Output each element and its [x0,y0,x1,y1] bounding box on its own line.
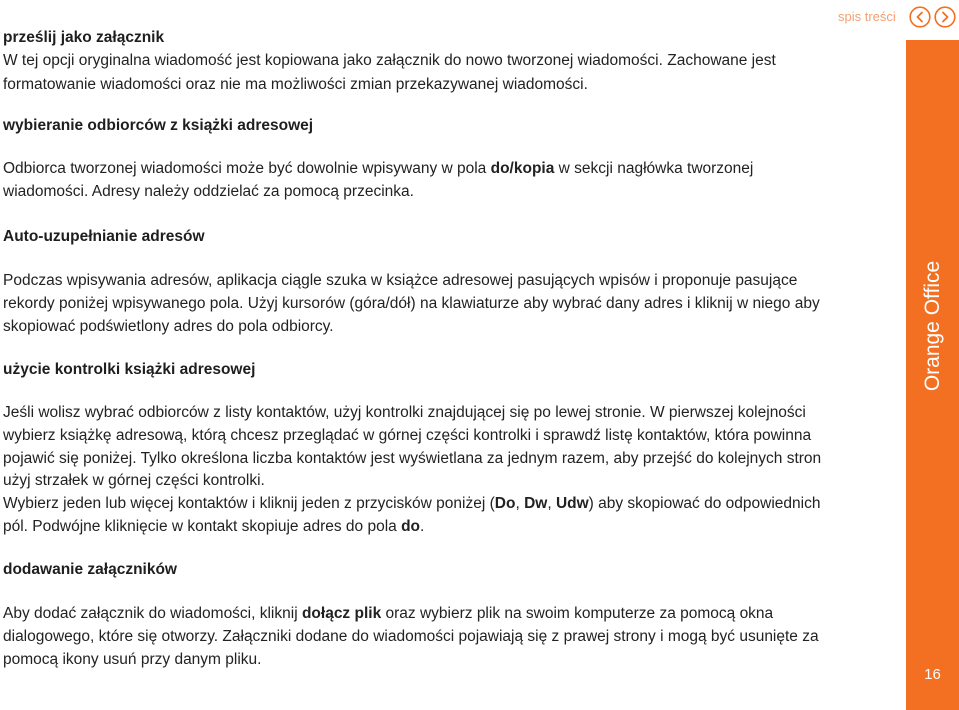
section-heading: Auto-uzupełnianie adresów [3,228,205,245]
field-name-to-cc: do/kopia [490,160,555,177]
button-name-dw: Dw [524,495,548,513]
button-name-do: Do [494,495,516,513]
paragraph-text: pól. Podwójne kliknięcie w kontakt skopiuje adres do pola [3,517,402,535]
paragraph-line: W tej opcji oryginalna wiadomość jest kopiowana jako załącznik do nowo tworzonej wiadomości. Zachowane jest [3,52,776,69]
field-name-do: do [401,517,421,535]
section-paragraph-wrap [3,270,898,338]
section-address-book-recipients [3,115,898,137]
paragraph-line: formatowanie wiadomości oraz nie ma możliwości zmian przekazywanej wiadomości. [3,75,588,93]
section-paragraph-wrap [3,158,898,204]
section-paragraph [3,603,898,671]
button-name-udw: Udw [555,495,589,513]
section-heading: prześlij jako załącznik [3,29,165,46]
paragraph-text: Aby dodać załącznik do wiadomości, kliknij [3,605,302,622]
section-paragraph-wrap [3,603,898,671]
toc-link[interactable]: spis treści [838,9,896,24]
paragraph-line: dialogowego, które się otworzy. Załączniki dodane do wiadomości pojawiają się z prawej strony i mogą być usunięte za [3,627,819,645]
section-autocomplete [3,226,898,248]
section-address-book-control [3,359,898,381]
paragraph-text: oraz wybierz plik na swoim komputerze za pomocą okna [381,605,774,622]
paragraph-text: ) aby skopiować do odpowiednich [588,495,821,513]
section-paragraph [3,270,898,338]
paragraph-text: w sekcji nagłówka tworzonej [554,160,754,177]
section-heading: wybieranie odbiorców z książki adresowej [3,117,314,134]
section-forward-as-attachment [3,27,898,96]
page-number: 16 [924,666,941,683]
attach-file-label: dołącz plik [301,605,382,622]
section-adding-attachments [3,559,898,581]
paragraph-text: Wybierz jeden lub więcej kontaktów i kliknij jeden z przycisków poniżej ( [3,495,495,513]
paragraph-line: skopiować podświetlony adres do pola odbiorcy. [3,317,334,335]
paragraph-line: Jeśli wolisz wybrać odbiorców z listy kontaktów, użyj kontrolki znajdującej się po lewej stronie. W pierwszej kolejności [3,404,806,421]
paragraph-text: , [515,495,525,513]
section-paragraph [3,49,898,96]
chevron-left-circle-icon[interactable] [909,6,931,28]
paragraph-line: pojawić się poniżej. Tylko określona liczba kontaktów jest wyświetlana za jednym razem, aby przejść do kolejnych stron [3,449,822,467]
paragraph-text: Odbiorca tworzonej wiadomości może być dowolnie wpisywany w pola [3,160,491,177]
paragraph-line: pomocą ikony usuń przy danym pliku. [3,650,262,668]
paragraph-text: . [420,517,425,535]
paragraph-text: , [547,495,556,513]
sidebar-title: Orange Office [921,260,944,392]
section-heading: dodawanie załączników [3,561,177,578]
section-paragraph [3,158,898,204]
paragraph-line: wybierz książkę adresową, którą chcesz przeglądać w górnej części kontrolki i sprawdź listę kontaktów, która powinna [3,426,812,444]
section-heading: użycie kontrolki książki adresowej [3,361,256,378]
chevron-right-circle-icon[interactable] [934,6,956,28]
section-paragraph-wrap [3,402,898,539]
section-paragraph [3,402,898,539]
paragraph-line: wiadomości. Adresy należy oddzielać za pomocą przecinka. [3,182,414,200]
paragraph-line: Podczas wpisywania adresów, aplikacja ciągle szuka w książce adresowej pasujących wpisów i proponuje pasujące [3,272,798,289]
paragraph-line: rekordy poniżej wpisywanego pola. Użyj kursorów (góra/dół) na klawiaturze aby wybrać dany adres i kliknij w niego aby [3,294,820,312]
paragraph-line: użyj strzałek w górnej części kontrolki. [3,472,265,490]
